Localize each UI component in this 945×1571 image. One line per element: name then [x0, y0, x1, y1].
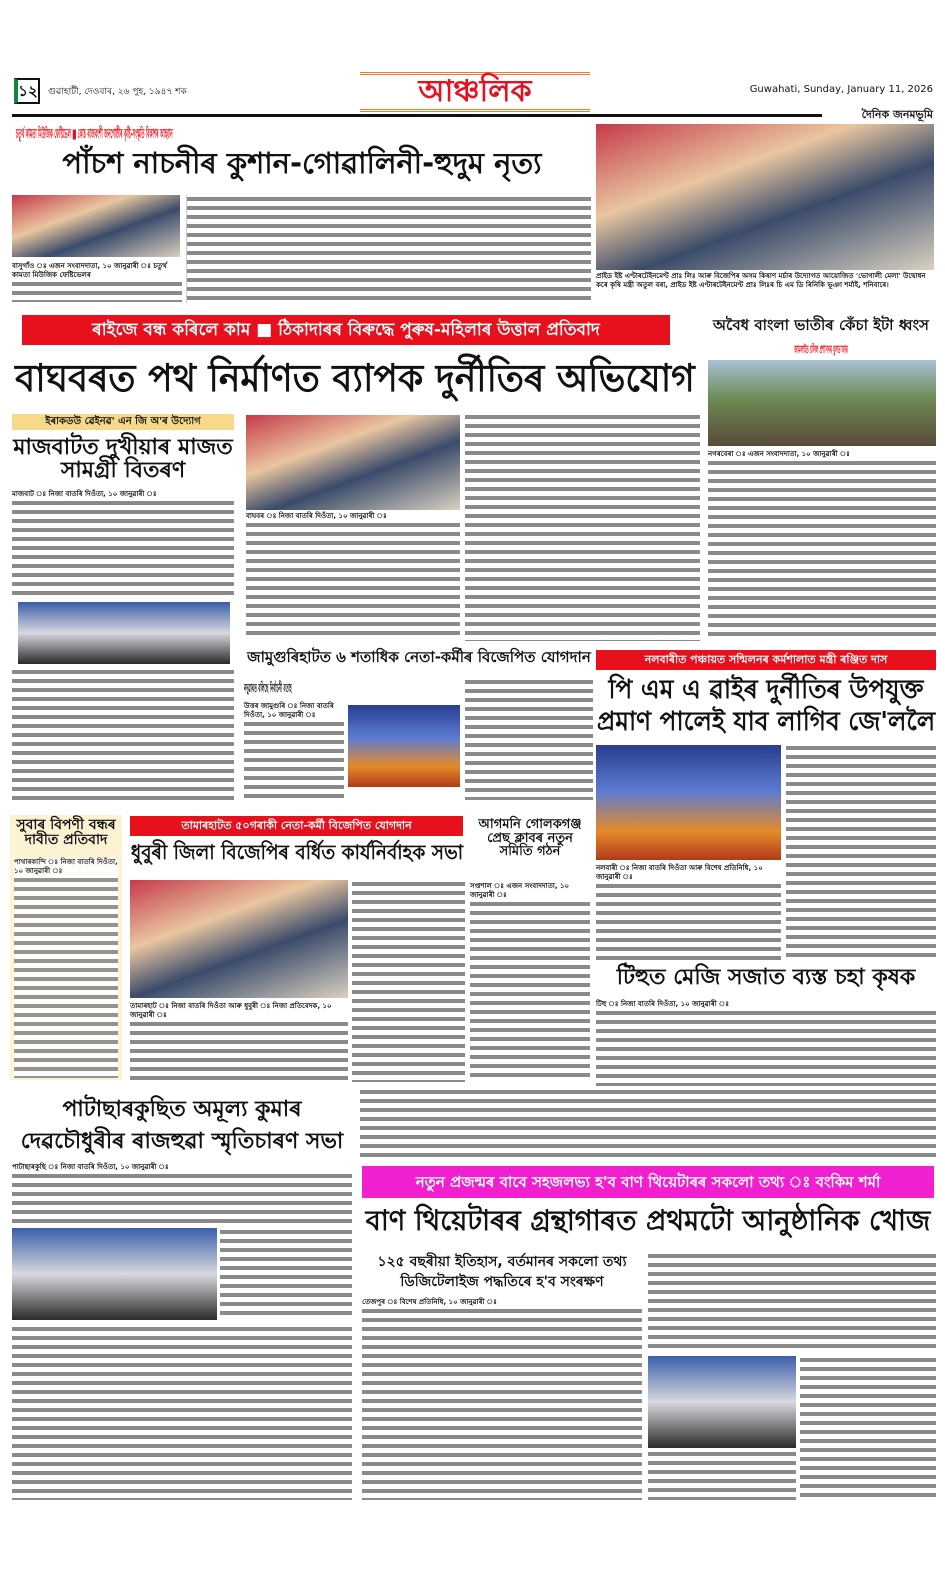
ban-theatre-body-2 [648, 1252, 936, 1352]
brick-headline-text: অবৈধ বাংলা ভাতীৰ কেঁচা ইটা ধ্বংস [713, 316, 929, 334]
ban-theatre-banner-text: নতুন প্ৰজন্মৰ বাবে সহজলভ্য হ'ব বাণ থিয়েটাৰৰ সকলো তথ্য ঃ বংকিম শৰ্মা [415, 1173, 881, 1191]
ban-theatre-body-4 [800, 1356, 936, 1500]
jamugurihat-body: উত্তৰ জামুগুৰি ঃ নিজা বাতৰি দিওঁতা, ১০ জানুৱাৰী ঃ [244, 702, 344, 800]
page-number: ১২ [14, 78, 40, 104]
kamata-body: বাসুগাঁও ঃ এজন সংবাদদাতা, ১০ জানুৱাৰী ঃ চতুৰ্থ কামতা মিউজিক ফেষ্টিভেলৰ [12, 262, 182, 302]
subor-headline [12, 818, 120, 854]
paper-name: দৈনিক জনমভূমি [861, 108, 933, 121]
kamata-photo [12, 195, 180, 257]
subor-body: পাথাৰকান্দি ঃ নিজা বাতৰি দিওঁতা, ১০ জানুৱাৰী ঃ [14, 858, 118, 1078]
tihu-headline-text: টিহুত মেজি সজাত ব্যস্ত চহা কৃষক [616, 965, 916, 990]
brick-body: নগৰবেৰা ঃ এজন সংবাদদাতা, ১০ জানুৱাৰী ঃ [708, 450, 936, 640]
dhubri-headline [128, 842, 466, 872]
patacharkuchi-body-3 [12, 1325, 352, 1500]
majbat-kicker-text: ইৰাকডউ ৱেইনৱ' এন জি অ'ৰ উদ্যোগ [45, 416, 201, 427]
jamugurihat-headline [244, 650, 594, 672]
ban-theatre-banner [362, 1166, 934, 1198]
ban-theatre-headline [360, 1206, 936, 1244]
top-photo [596, 124, 934, 270]
baghbar-headline [10, 355, 700, 401]
tihu-body: টিহু ঃ নিজা বাতৰি দিওঁতা, ১০ জানুৱাৰী ঃ [596, 1000, 936, 1086]
golakganj-body: সপ্তশাল ঃ এজন সংবাদদাতা, ১০ জানুৱাৰী ঃ [470, 882, 590, 1082]
brick-photo [708, 360, 936, 446]
dhubri-body-2 [352, 880, 465, 1082]
date-assamese: গুৱাহাটী, দেওবাৰ, ২৬ পুহ, ১৯৪৭ শক [48, 87, 187, 97]
jamugurihat-subhead [244, 680, 464, 698]
patacharkuchi-photo [12, 1228, 217, 1320]
baghbar-body: বাঘবৰ ঃ নিজা বাতৰি দিওঁতা, ১০ জানুৱাৰী ঃ [246, 512, 460, 640]
jamugurihat-headline-text: জামুগুৰিহাটত ৬ শতাধিক নেতা-কৰ্মীৰ বিজেপিত যোগদান [247, 648, 591, 666]
kamata-kicker-text: চতুৰ্থ কামতা মিউজিক ফেষ্টিভেল ■ কোচ ৰাজবংশী জনগোষ্ঠীৰ কৃষ্টি-সংস্কৃতি বিকাশৰ আহ্বান [16, 127, 173, 142]
dhubri-headline-text: ধুবুৰী জিলা বিজেপিৰ বৰ্ধিত কাৰ্যনিৰ্বাহক সভা [130, 840, 464, 864]
kamata-body-cols [186, 195, 591, 303]
brick-subhead-text: জামলাইত চলিল প্ৰশাসনৰ বুলড'জাৰ [794, 343, 848, 356]
patacharkuchi-headline [12, 1094, 352, 1158]
ban-theatre-photo [648, 1356, 796, 1448]
jamugurihat-photo [348, 705, 460, 787]
kamata-headline [12, 148, 592, 186]
pmay-photo [596, 745, 781, 860]
majbat-headline-text: মাজবাটত দুখীয়াৰ মাজত সামগ্ৰী বিতৰণ [13, 435, 233, 484]
tihu-headline [596, 966, 936, 996]
ban-theatre-subhead-text: ১২৫ বছৰীয়া ইতিহাস, বৰ্তমানৰ সকলো তথ্য ডিজিটেলাইজ পদ্ধতিৰে হ'ব সংৰক্ষণ [377, 1254, 627, 1290]
baghbar-banner-text: ৰাইজে বন্ধ কৰিলে কাম ■ ঠিকাদাৰৰ বিৰুদ্ধে পুৰুষ-মহিলাৰ উত্তাল প্ৰতিবাদ [92, 320, 600, 340]
majbat-photo [18, 602, 230, 664]
section-title: আঞ্চলিক [360, 72, 590, 112]
majbat-headline [12, 436, 234, 488]
pmay-body [786, 744, 936, 960]
brick-subhead [706, 341, 936, 356]
ban-theatre-body-3 [648, 1450, 796, 1500]
baghbar-banner [22, 315, 670, 345]
kamata-headline-text: পাঁচশ নাচনীৰ কুশান-গোৱালিনী-হুদুম নৃত্য [62, 146, 542, 180]
top-photo-caption: প্ৰাইড ইষ্ট এণ্টাৰটেইনমেণ্ট প্ৰাঃ লিঃ আৰু বিজেপিৰ অসম কিষাণ মৰ্চাৰ উদ্যোগত আয়োজিত 'ভোগালী মেলা' উদ্বোধন কৰে কৃষি মন্ত্ৰী অতুল বৰা, প্ৰাইড ইষ্ট এণ্টাৰটেইনমেণ্ট প্ৰাঃ লিঃৰ চি এম ডি ৰিনিকি ভূঞা শৰ্মাই, শনিবাৰে। [596, 272, 926, 289]
pmay-banner-text: নলবাৰীত পঞ্চায়ত সন্মিলনৰ কৰ্মশালাত মন্ত্ৰী ৰঞ্জিত দাস [644, 653, 888, 666]
jamugurihat-subhead-text: নদুৱাৰত বলিছে নিৰ্বাচনী বতাহ [244, 681, 292, 695]
dhubri-banner [130, 816, 463, 836]
baghbar-photo [246, 415, 460, 510]
patacharkuchi-headline-text: পাটাছাৰকুছিত অমূল্য কুমাৰ দেৱচৌধুৰীৰ ৰাজহুৱা স্মৃতিচাৰণ সভা [20, 1097, 344, 1154]
dhubri-banner-text: তামাৰহাটত ৫০গৰাকী নেতা-কৰ্মী বিজেপিত যোগদান [181, 819, 412, 832]
majbat-kicker [12, 414, 234, 430]
majbat-body: মাজবাট ঃ নিজা বাতৰি দিওঁতা, ১০ জানুৱাৰী ঃ [12, 490, 234, 598]
brick-headline [706, 318, 936, 338]
golakganj-headline [470, 818, 590, 876]
ban-theatre-body: তেজপুৰ ঃ বিশেষ প্ৰতিনিধি, ১০ জানুৱাৰী ঃ [362, 1298, 642, 1500]
pmay-body-2: নলবাৰী ঃ নিজা বাতৰি দিওঁতা আৰু বিশেষ প্ৰতিনিধি, ১০ জানুৱাৰী ঃ [596, 864, 781, 960]
baghbar-headline-text: বাঘবৰত পথ নিৰ্মাণত ব্যাপক দুৰ্নীতিৰ অভিযোগ [15, 356, 695, 400]
ban-theatre-headline-text: বাণ থিয়েটাৰৰ গ্ৰন্থাগাৰত প্ৰথমটো আনুষ্ঠানিক খোজ [365, 1204, 931, 1237]
header-rule [12, 114, 822, 117]
ban-theatre-subhead [362, 1252, 642, 1294]
dhubri-body: তামাৰহাট ঃ নিজা বাতৰি দিওঁতা আৰু ধুবুৰী ঃ নিজা প্ৰতিবেদক, ১০ জানুৱাৰী ঃ [130, 1002, 348, 1082]
pmay-headline [596, 674, 936, 738]
majbat-body-2 [12, 668, 234, 800]
date-english: Guwahati, Sunday, January 11, 2026 [749, 84, 933, 95]
baghbar-body-cols [465, 413, 700, 641]
kamata-kicker [16, 125, 591, 143]
dhubri-photo [130, 880, 348, 998]
pmay-banner [596, 650, 936, 670]
jamugurihat-body-2 [465, 678, 593, 800]
golakganj-headline-text: আগমনি গোলকগঞ্জ প্ৰেছ ক্লাবৰ নতুন সমিতি গঠন [478, 817, 582, 860]
subor-headline-text: সুবাৰ বিপণী বন্ধৰ দাবীত প্ৰতিবাদ [16, 817, 116, 848]
pmay-headline-text: পি এম এ ৱাইৰ দুৰ্নীতিৰ উপযুক্ত প্ৰমাণ পালেই যাব লাগিব জে'ললৈ [596, 675, 936, 737]
continued-body [360, 1088, 936, 1160]
patacharkuchi-body-2 [220, 1228, 352, 1320]
patacharkuchi-body: পাটাছাৰকুছি ঃ নিজা বাতৰি দিওঁতা, ১০ জানুৱাৰী ঃ [12, 1163, 352, 1225]
